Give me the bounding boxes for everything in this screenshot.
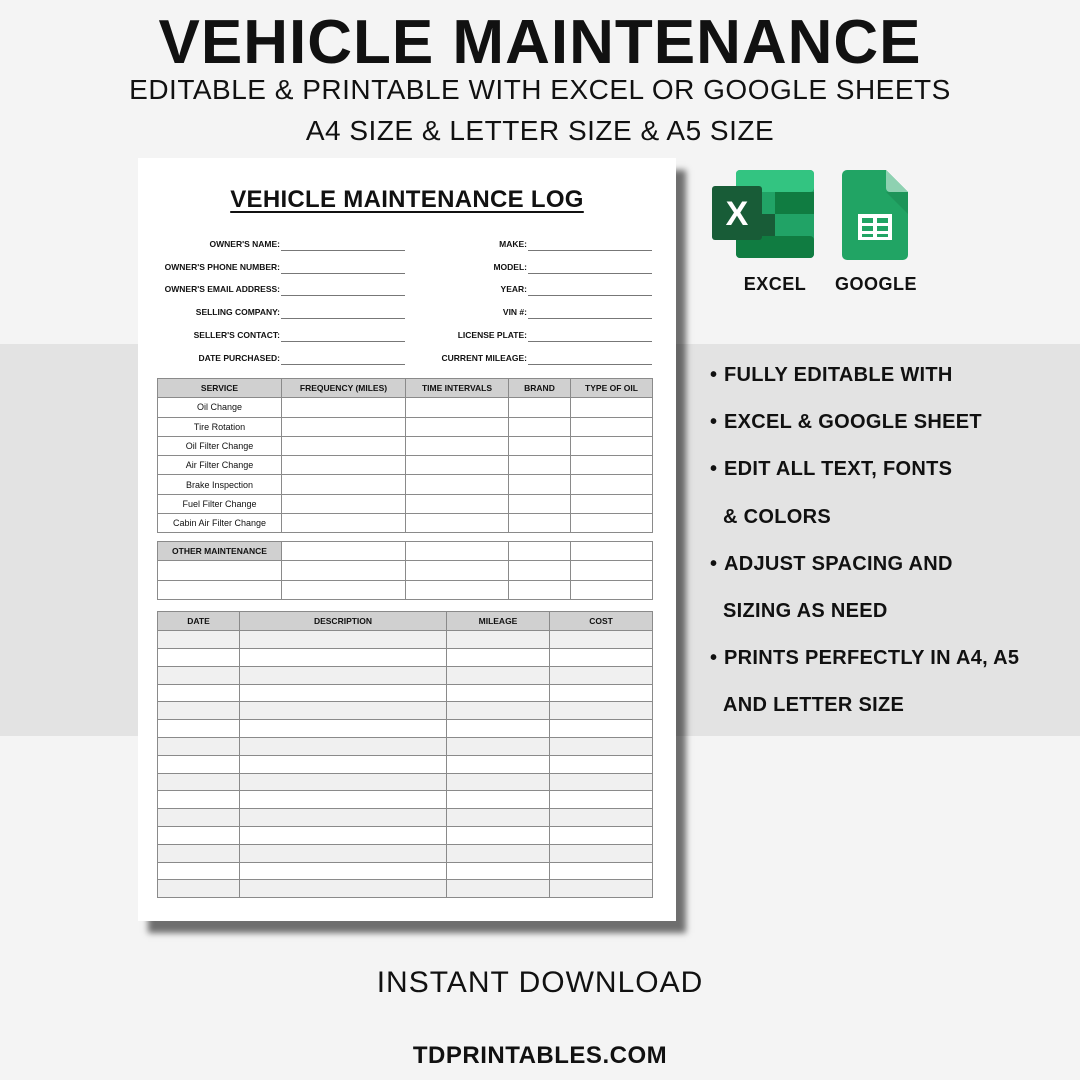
feature-text: EDIT ALL TEXT, FONTS — [724, 458, 953, 481]
feature-item — [710, 690, 1070, 737]
log-cell — [158, 631, 240, 649]
log-cell — [447, 773, 550, 791]
bullet-icon: • — [710, 458, 718, 481]
feature-item — [710, 360, 1070, 407]
feature-text: PRINTS PERFECTLY IN A4, A5 — [724, 647, 1020, 670]
log-row — [158, 666, 653, 684]
log-row — [158, 827, 653, 845]
log-cell — [240, 827, 447, 845]
owner-field-label: OWNER'S NAME: — [209, 239, 280, 249]
log-cell — [550, 738, 653, 756]
log-cell — [550, 666, 653, 684]
log-cell — [240, 666, 447, 684]
other-maintenance-row — [158, 561, 653, 580]
other-maintenance-row — [158, 580, 653, 599]
vehicle-field-label: YEAR: — [500, 284, 527, 295]
log-cell — [158, 684, 240, 702]
page-title: VEHICLE MAINTENANCE — [158, 8, 922, 77]
log-row — [158, 738, 653, 756]
log-cell — [240, 702, 447, 720]
log-cell — [447, 755, 550, 773]
log-cell — [447, 720, 550, 738]
service-row — [158, 514, 653, 533]
other-maintenance-label: OTHER MAINTENANCE — [158, 542, 282, 561]
log-cell — [447, 666, 550, 684]
other-maintenance-cell — [509, 580, 571, 599]
log-cell — [447, 809, 550, 827]
log-cell — [550, 880, 653, 898]
vehicle-field-label: MODEL: — [493, 261, 527, 272]
service-cell — [509, 398, 571, 417]
log-cell — [447, 738, 550, 756]
log-row — [158, 880, 653, 898]
service-cell — [406, 494, 509, 513]
vehicle-field-row — [138, 236, 676, 252]
other-maintenance-cell — [282, 580, 406, 599]
other-maintenance-cell — [406, 561, 509, 580]
service-cell — [571, 436, 653, 455]
log-cell — [447, 631, 550, 649]
vehicle-field-row — [138, 327, 676, 343]
feature-list — [710, 360, 1070, 738]
feature-item — [710, 407, 1070, 454]
log-cell — [240, 773, 447, 791]
log-column-header: COST — [550, 612, 653, 631]
service-name: Tire Rotation — [158, 417, 282, 436]
log-cell — [158, 809, 240, 827]
log-cell — [240, 631, 447, 649]
log-cell — [447, 827, 550, 845]
vehicle-field-line — [528, 250, 652, 251]
log-cell — [240, 791, 447, 809]
vehicle-field-row — [138, 350, 676, 366]
service-name: Oil Change — [158, 398, 282, 417]
service-cell — [406, 417, 509, 436]
service-cell — [282, 436, 406, 455]
vehicle-field-label: VIN #: — [502, 307, 527, 318]
vehicle-field-row — [138, 304, 676, 320]
feature-text: & COLORS — [723, 505, 831, 528]
log-cell — [550, 702, 653, 720]
log-cell — [447, 791, 550, 809]
log-cell — [158, 666, 240, 684]
log-cell — [158, 773, 240, 791]
feature-text: ADJUST SPACING AND — [724, 552, 953, 575]
log-cell — [447, 684, 550, 702]
service-cell — [282, 456, 406, 475]
log-cell — [447, 702, 550, 720]
service-row — [158, 417, 653, 436]
service-cell — [571, 494, 653, 513]
log-cell — [240, 684, 447, 702]
vehicle-field-label: LICENSE PLATE: — [457, 329, 527, 340]
other-maintenance-cell — [509, 561, 571, 580]
log-cell — [447, 880, 550, 898]
log-cell — [240, 720, 447, 738]
log-cell — [158, 862, 240, 880]
log-cell — [240, 862, 447, 880]
log-cell — [550, 720, 653, 738]
service-cell — [571, 398, 653, 417]
service-row — [158, 494, 653, 513]
service-cell — [406, 475, 509, 494]
vehicle-field-label: MAKE: — [499, 239, 527, 249]
bullet-icon: • — [710, 411, 718, 434]
service-table — [157, 378, 653, 533]
log-cell — [240, 649, 447, 667]
other-maintenance-row — [158, 542, 653, 561]
log-cell — [158, 755, 240, 773]
excel-label: EXCEL — [743, 274, 807, 294]
service-name: Fuel Filter Change — [158, 494, 282, 513]
log-cell — [240, 880, 447, 898]
service-cell — [406, 398, 509, 417]
service-cell — [509, 436, 571, 455]
other-maintenance-cell — [406, 580, 509, 599]
feature-item — [710, 643, 1070, 690]
service-cell — [571, 456, 653, 475]
owner-field-label: OWNER'S PHONE NUMBER: — [164, 261, 280, 272]
feature-text: FULLY EDITABLE WITH — [724, 364, 953, 386]
service-cell — [509, 456, 571, 475]
service-cell — [406, 514, 509, 533]
feature-text: AND LETTER SIZE — [723, 694, 905, 717]
feature-item — [710, 596, 1070, 643]
service-column-header: BRAND — [509, 379, 571, 398]
log-cell — [550, 755, 653, 773]
service-cell — [509, 514, 571, 533]
log-cell — [550, 827, 653, 845]
google-sheets-icon — [842, 170, 908, 260]
other-maintenance-cell — [571, 580, 653, 599]
svg-text:X: X — [725, 195, 749, 233]
log-row — [158, 649, 653, 667]
log-cell — [158, 880, 240, 898]
log-cell — [550, 791, 653, 809]
owner-field-label: OWNER'S EMAIL ADDRESS: — [164, 284, 280, 295]
log-cell — [158, 649, 240, 667]
service-name: Air Filter Change — [158, 456, 282, 475]
service-column-header: FREQUENCY (MILES) — [282, 379, 406, 398]
log-cell — [550, 862, 653, 880]
log-cell — [158, 738, 240, 756]
log-row — [158, 755, 653, 773]
other-maintenance-table — [157, 541, 653, 600]
service-column-header: SERVICE — [158, 379, 282, 398]
vehicle-field-label: CURRENT MILEAGE: — [441, 352, 527, 363]
subtitle-sizes: A4 SIZE & LETTER SIZE & A5 SIZE — [305, 115, 775, 146]
log-cell — [447, 862, 550, 880]
service-cell — [406, 456, 509, 475]
feature-item — [710, 502, 1070, 549]
other-maintenance-cell — [509, 542, 571, 561]
log-row — [158, 631, 653, 649]
service-name: Cabin Air Filter Change — [158, 514, 282, 533]
feature-item — [710, 549, 1070, 596]
service-cell — [571, 475, 653, 494]
service-row — [158, 475, 653, 494]
log-cell — [550, 773, 653, 791]
service-cell — [509, 494, 571, 513]
sheet-title: VEHICLE MAINTENANCE LOG — [230, 186, 584, 213]
service-column-header: TIME INTERVALS — [406, 379, 509, 398]
vehicle-field-line — [528, 318, 652, 319]
log-row — [158, 720, 653, 738]
log-row — [158, 773, 653, 791]
bullet-icon: • — [710, 364, 718, 386]
vehicle-field-line — [528, 273, 652, 274]
vehicle-field-line — [528, 295, 652, 296]
log-cell — [158, 844, 240, 862]
other-maintenance-cell — [571, 561, 653, 580]
service-cell — [282, 398, 406, 417]
other-maintenance-cell — [282, 561, 406, 580]
log-cell — [240, 844, 447, 862]
log-cell — [158, 791, 240, 809]
subtitle-editable: EDITABLE & PRINTABLE WITH EXCEL OR GOOGLE SHEETS — [129, 74, 951, 105]
log-row — [158, 844, 653, 862]
log-cell — [447, 649, 550, 667]
log-row — [158, 684, 653, 702]
service-row — [158, 456, 653, 475]
service-cell — [282, 417, 406, 436]
service-cell — [282, 494, 406, 513]
log-cell — [240, 738, 447, 756]
log-cell — [550, 631, 653, 649]
other-maintenance-cell — [282, 542, 406, 561]
service-cell — [509, 475, 571, 494]
service-cell — [282, 475, 406, 494]
bullet-icon: • — [710, 647, 718, 670]
log-cell — [447, 844, 550, 862]
feature-text: EXCEL & GOOGLE SHEET — [724, 411, 982, 434]
log-cell — [550, 809, 653, 827]
service-cell — [282, 514, 406, 533]
owner-field-label: SELLER'S CONTACT: — [193, 329, 280, 340]
owner-field-label: SELLING COMPANY: — [195, 307, 280, 318]
log-cell — [158, 702, 240, 720]
log-cell — [550, 649, 653, 667]
feature-text: SIZING AS NEED — [723, 599, 888, 622]
vehicle-field-row — [138, 281, 676, 297]
service-name: Oil Filter Change — [158, 436, 282, 455]
service-cell — [571, 417, 653, 436]
log-cell — [550, 844, 653, 862]
service-name: Brake Inspection — [158, 475, 282, 494]
vehicle-field-row — [138, 259, 676, 275]
log-row — [158, 791, 653, 809]
log-cell — [158, 827, 240, 845]
vehicle-field-line — [528, 364, 652, 365]
log-row — [158, 809, 653, 827]
log-row — [158, 862, 653, 880]
other-maintenance-cell — [406, 542, 509, 561]
other-maintenance-cell — [158, 580, 282, 599]
log-column-header: DATE — [158, 612, 240, 631]
log-cell — [550, 684, 653, 702]
service-column-header: TYPE OF OIL — [571, 379, 653, 398]
instant-download-text: INSTANT DOWNLOAD — [376, 966, 704, 999]
log-cell — [240, 809, 447, 827]
log-column-header: DESCRIPTION — [240, 612, 447, 631]
service-row — [158, 398, 653, 417]
log-row — [158, 702, 653, 720]
site-url: TDPRINTABLES.COM — [412, 1042, 668, 1069]
log-cell — [158, 720, 240, 738]
excel-icon — [710, 168, 816, 260]
service-cell — [509, 417, 571, 436]
log-column-header: MILEAGE — [447, 612, 550, 631]
service-cell — [406, 436, 509, 455]
maintenance-log-table — [157, 611, 653, 898]
bullet-icon: • — [710, 552, 718, 575]
google-label: GOOGLE — [834, 274, 917, 294]
log-cell — [240, 755, 447, 773]
other-maintenance-cell — [158, 561, 282, 580]
other-maintenance-cell — [571, 542, 653, 561]
vehicle-field-line — [528, 341, 652, 342]
feature-item — [710, 454, 1070, 501]
service-cell — [571, 514, 653, 533]
owner-field-label: DATE PURCHASED: — [198, 352, 280, 363]
log-sheet-preview — [138, 158, 676, 921]
service-row — [158, 436, 653, 455]
